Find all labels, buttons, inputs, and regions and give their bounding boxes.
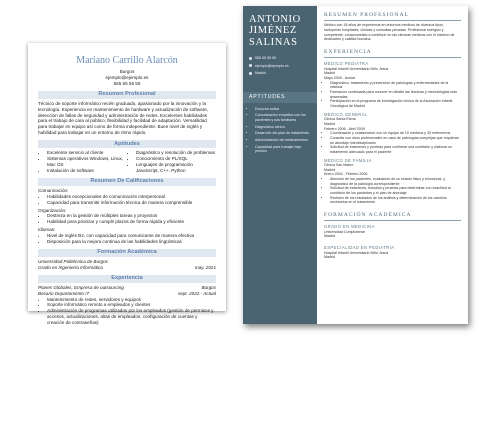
resume-document-1: [28, 43, 226, 326]
skills-list-left: [38, 150, 127, 174]
education-entry: [324, 245, 461, 260]
section-heading-skills: Aptitudes: [38, 140, 216, 148]
education-title: GRADO EN MEDICINA: [324, 224, 375, 230]
job-item: • Participación en el programa de investigación clínica de la Asociación Infantil Oncológica de Madrid: [330, 99, 461, 108]
job-item: • Consulta con otros profesionales en caso de patologías complejas que requieran un abordaje interdisciplinario: [330, 136, 461, 145]
summary-text: Médico con 18 años de experiencia en entornos médicos de diversos tipos, incluyendo hospitales, clínicas y consultas privadas. Profesional enérgico y competente, comprometido a contribuir en las ciencias médicas con el máximo de dedicación y calidad humana.: [324, 23, 455, 42]
location-icon: [249, 72, 252, 75]
qualification-item: • Habilidades excepcionales de comunicación interpersonal: [47, 194, 216, 200]
job-place: Clínica San Mateo: [324, 163, 354, 167]
resume-sidebar: [243, 6, 317, 324]
qualification-group: [38, 208, 216, 226]
education-date: may. 2021: [194, 264, 216, 270]
job-date: Enero 2004 - Febrero 2006: [324, 172, 368, 177]
skill-item: • Administración de medicamentos: [255, 138, 311, 143]
education-degree: Grado en Ingeniería Informática: [38, 264, 103, 270]
skill-item: • Comunicación empática con los pacientes y sus familiares: [255, 113, 311, 122]
section-heading-skills: APTITUDES: [243, 92, 317, 103]
contact-info: [38, 69, 216, 87]
job-city: Madrid: [324, 121, 335, 126]
job-item: • Formación continuada para conocer en detalle las técnicas y metodologías más avanzadas: [330, 90, 461, 99]
qualification-group: [38, 188, 216, 206]
education-city: Madrid: [324, 255, 335, 260]
skills-list-right: [127, 150, 216, 174]
job-title: MÉDICO DE FAMILIA: [324, 157, 372, 163]
experience-role: Becario Departamento IT: [38, 290, 90, 296]
qualification-item: • Nivel de inglés B2, con capacidad para comunicarse de manera efectiva: [47, 233, 216, 239]
job-entry: [324, 61, 461, 109]
qualification-item: • Disposición para la mejora continua de las habilidades lingüísticas: [47, 239, 216, 245]
section-heading-experience: Experiencia: [38, 275, 216, 283]
skill-item: • Lenguajes de programación JavaScript, C++, Python: [136, 162, 216, 174]
skill-item: • Capacidad para trabajar bajo presión: [255, 145, 311, 154]
education-school: Universidad Politécnica de Burgos: [38, 258, 108, 264]
experience-item: • Soporte informático remoto a empleados y clientes: [47, 302, 216, 308]
education-title: ESPECIALIDAD EN PEDIATRÍA: [324, 245, 395, 251]
phone-icon: [249, 57, 252, 60]
education-entry: [324, 224, 461, 239]
job-item: • Solicitud de exámenes y pruebas para confirmar una condición y elaborar un tratamiento adecuado para el paciente: [330, 145, 461, 154]
section-heading-qualifications: Resumen De Calificaciones: [38, 178, 216, 186]
job-place: Clínica Santa Elena: [324, 117, 356, 122]
experience-list: [38, 297, 216, 326]
contact-email: ejemplo@ejemplo.es: [255, 63, 289, 68]
qualification-label: Comunicación:: [38, 187, 69, 193]
job-entry: [324, 158, 461, 206]
contact-city: Madrid: [255, 71, 266, 76]
skill-item: • Sistemas operativos Windows, Linux, Mac OS: [47, 156, 127, 168]
resume-name: ANTONIO JIMÉNEZ SALINAS: [249, 14, 301, 48]
job-title: MÉDICO GENERAL: [324, 111, 368, 117]
education-place: Universidad Complutense: [324, 229, 366, 234]
qualification-item: • Capacidad para transmitir información técnica de manera comprensible: [47, 200, 216, 206]
experience-item: • Mantenimiento de redes, servidores y equipos: [47, 297, 216, 303]
skill-item: • Desarrollo del plan de tratamiento: [255, 131, 311, 136]
resume-document-2: [243, 6, 468, 324]
job-item: • Diagnóstico, tratamiento y prevención de patologías y enfermedades de la infancia: [330, 81, 461, 90]
job-item: • Revisión de los resultados de los análisis y determinación de los cambios necesarios en el tratamiento: [330, 196, 461, 205]
email-icon: [249, 64, 252, 67]
skill-item: • Conocimiento de PL/SQL: [136, 156, 216, 162]
contact-info: [249, 56, 311, 76]
section-heading-education: FORMACIÓN ACADÉMICA: [324, 212, 461, 221]
education-row: [38, 265, 216, 271]
qualification-item: • Destreza en la gestión de múltiples tareas y proyectos: [47, 213, 216, 219]
qualification-item: • Habilidad para priorizar y cumplir plazos de forma rápida y eficiente: [47, 219, 216, 225]
skill-item: • Diagnóstico y resolución de problemas: [136, 150, 216, 156]
section-heading-summary: RESUMEN PROFESIONAL: [324, 12, 461, 21]
skill-item: • Excelente servicio al cliente: [47, 150, 127, 156]
job-city: Madrid: [324, 167, 335, 172]
education-place: Hospital Infantil Universitario Niño Jesús: [324, 250, 389, 255]
qualification-group: [38, 227, 216, 245]
skill-item: • Instalación de software: [47, 168, 127, 174]
contact-city: Burgos: [119, 68, 135, 74]
qualification-label: Idiomas:: [38, 227, 56, 233]
experience-item: • Administración de programas utilizados por los empleados (gestión de permisos y accesos, actualizaciones, altas de empleados, configuración de cuentas y creación de contraseñas): [47, 308, 216, 326]
section-heading-education: Formación Académica: [38, 249, 216, 257]
skill-item: • Escucha activa: [255, 107, 311, 112]
experience-city: Burgos: [201, 284, 216, 290]
experience-date: sept. 2022 - Actual: [177, 290, 216, 296]
job-item: • Coordinación y colaboración con un equipo de 15 médicos y 30 enfermeros: [330, 131, 461, 136]
qualification-label: Organización:: [38, 207, 67, 213]
job-city: Madrid: [324, 71, 335, 76]
resume-name: Mariano Carrillo Alarcón: [76, 55, 178, 66]
job-item: • Solicitud de exámenes, estudios y pruebas para determinar con exactitud la condición de los pacientes y el plan de abordaje: [330, 186, 461, 195]
education-city: Madrid: [324, 234, 335, 239]
resume-main: [317, 6, 468, 324]
job-title: MÉDICO PEDIATRA: [324, 61, 369, 67]
section-heading-experience: EXPERIENCIA: [324, 49, 461, 58]
contact-email: ejemplo@ejemplo.es: [105, 74, 149, 80]
skill-item: • Diagnóstico clínico: [255, 125, 311, 130]
contact-phone: 555 55 55 55: [113, 80, 141, 86]
skills-list: [249, 107, 311, 154]
contact-phone: 555 55 55 55: [255, 55, 276, 60]
job-date: Mayo 2009 - Actual: [324, 76, 355, 81]
summary-text: Técnico de soporte informático recién graduado, apasionado por la innovación y la tecnología. Experiencia en mantenimiento de hardware y actualización de software, detección de fallas de seguridad y administración de redes. Excelentes habilidades para el trabajo de cara al público, flexibilidad y facilidad de adaptación. Versatilidad para trabajar en equipo así como de forma independiente. Buen nivel de inglés y habilidad para trabajar en un entorno de ritmo rápido.: [38, 100, 209, 136]
job-place: Hospital Infantil Universitario Niño Jesús: [324, 66, 389, 71]
job-item: • Atención de los pacientes, evaluación de su estado físico y emocional, y diagnóstico de la patología correspondiente: [330, 177, 461, 186]
section-heading-summary: Resumen Profesional: [38, 91, 216, 99]
skills-columns: [38, 150, 216, 174]
experience-company: Planes Globales, Empresa de outsourcing: [38, 284, 124, 290]
job-entry: [324, 112, 461, 155]
job-date: Febrero 2006 - Abril 2009: [324, 126, 365, 131]
